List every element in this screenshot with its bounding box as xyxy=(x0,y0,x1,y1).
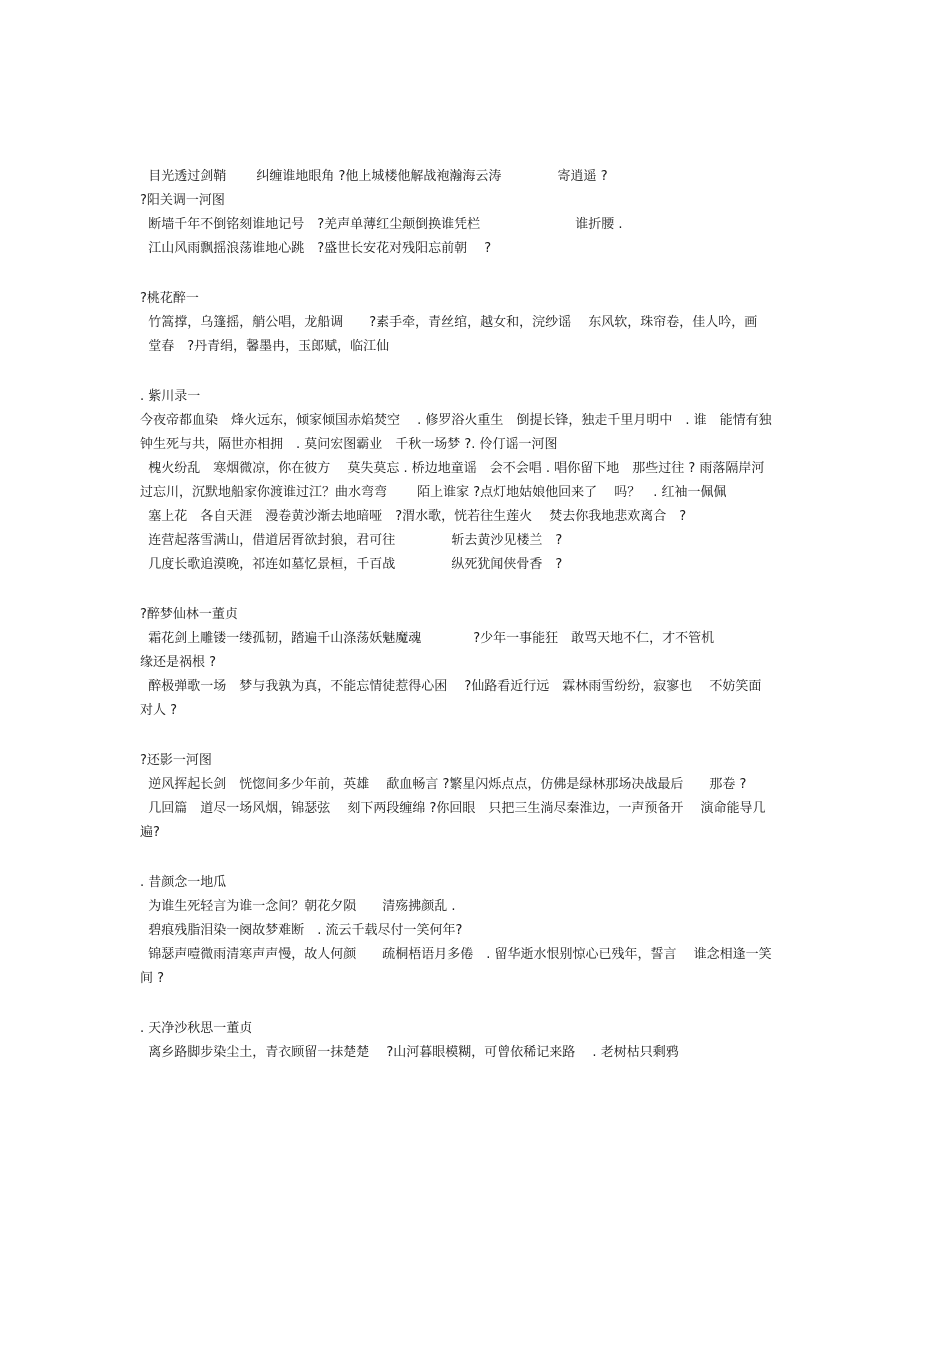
lyric-line: 目光透过剑鞘 纠缠谁地眼角 ?他上城楼他解战袍瀚海云涛 寄逍遥 ? xyxy=(140,169,608,184)
lyrics-section xyxy=(140,749,810,845)
lyric-line: 几回篇 道尽一场风烟，锦瑟弦 刻下两段缠绵 ?你回眼 只把三生淌尽秦淮边，一声预备开 演命能导几 xyxy=(140,801,766,816)
lyric-line: 对人 ? xyxy=(140,703,178,718)
lyrics-section xyxy=(140,871,810,991)
section-title: . 天净沙秋思一董贞 xyxy=(140,1021,253,1036)
lyric-line: ?阳关调一河图 xyxy=(140,193,225,208)
lyric-line: 离乡路脚步染尘土，青衣顾留一抹楚楚 ?山河暮眼模糊，可曾依稀记来路 . 老树枯只剩鸦 xyxy=(140,1045,679,1060)
lyric-line: 塞上花 各自天涯 漫卷黄沙渐去地暗哑 ?渭水歌，恍若往生莲火 焚去你我地悲欢离合 ? xyxy=(140,509,687,524)
lyric-line: 缘还是祸根 ? xyxy=(140,655,217,670)
section-title: ?醉梦仙林一董贞 xyxy=(140,607,238,622)
section-title: . 紫川录一 xyxy=(140,389,201,404)
lyric-line: 钟生死与共，隔世亦相拥 . 莫问宏图霸业 千秋一场梦 ?. 伶仃谣一河图 xyxy=(140,437,558,452)
section-title: ?桃花醉一 xyxy=(140,291,199,306)
lyric-line: 醉极弹歌一场 梦与我孰为真，不能忘情徒惹得心困 ?仙路看近行远 霖林雨雪纷纷，寂寥也 不妨笑面 xyxy=(140,679,762,694)
lyrics-section xyxy=(140,385,810,577)
lyric-line: 竹篙撑，乌篷摇，艄公唱，龙船调 ?素手牵，青丝绾，越女和，浣纱谣 东风软，珠帘卷，佳人吟，画 xyxy=(140,315,758,330)
section-gap xyxy=(140,991,810,1017)
lyrics-section xyxy=(140,165,810,261)
section-gap xyxy=(140,359,810,385)
lyric-line: 连营起落雪满山，借道居胥欲封狼，君可往 斩去黄沙见楼兰 ? xyxy=(140,533,563,548)
section-title: ?还影一河图 xyxy=(140,753,212,768)
section-gap xyxy=(140,723,810,749)
lyrics-section xyxy=(140,1017,810,1065)
section-gap xyxy=(140,261,810,287)
lyrics-section xyxy=(140,287,810,359)
lyric-line: 槐火纷乱 寒烟微凉，你在彼方 莫失莫忘 . 桥边地童谣 会不会唱 . 唱你留下地 那些过往 ? 雨落隔岸河 xyxy=(140,461,765,476)
lyrics-body xyxy=(140,165,810,1065)
lyric-line: 霜花剑上雕镂一缕孤韧，踏遍千山涤荡妖魅魔魂 ?少年一事能狂 敢骂天地不仁，才不管机 xyxy=(140,631,715,646)
section-gap xyxy=(140,845,810,871)
section-title: . 昔颜念一地瓜 xyxy=(140,875,227,890)
lyric-line: 为谁生死轻言为谁一念间？朝花夕陨 清殇拂颜乱 . xyxy=(140,899,456,914)
lyric-line: 今夜帝都血染 烽火远东，倾家倾国赤焰焚空 . 修罗浴火重生 倒提长锋，独走千里月明中 . 谁 能情有独 xyxy=(140,413,772,428)
lyrics-section xyxy=(140,603,810,723)
lyric-line: 碧痕残脂泪染一阕故梦难断 . 流云千载尽付一笑何年? xyxy=(140,923,463,938)
section-gap xyxy=(140,577,810,603)
lyric-line: 逆风挥起长剑 恍惚间多少年前，英雄 歃血畅言 ?繁星闪烁点点，仿佛是绿林那场决战最后 那卷 ? xyxy=(140,777,747,792)
lyric-line: 过忘川，沉默地船家你渡谁过江？曲水弯弯 陌上谁家 ?点灯地姑娘他回来了 吗？ . 红袖一佩佩 xyxy=(140,485,727,500)
lyric-line: 堂春 ?丹青绢，馨墨冉，玉郎赋，临江仙 xyxy=(140,339,390,354)
lyric-line: 江山风雨飘摇浪荡谁地心跳 ?盛世长安花对残阳忘前朝 ? xyxy=(140,241,492,256)
lyric-line: 几度长歌追漠晚，祁连如墓忆景桓，千百战 纵死犹闻侠骨香 ? xyxy=(140,557,563,572)
lyric-line: 断墙千年不倒铭刻谁地记号 ?羌声单薄红尘颠倒换谁凭栏 谁折腰 . xyxy=(140,217,623,232)
lyric-line: 遍? xyxy=(140,825,160,840)
lyric-line: 间 ? xyxy=(140,971,165,986)
lyric-line: 锦瑟声噎微雨清寒声声慢，故人何颜 疏桐梧语月多倦 . 留华逝水恨别惊心已残年，誓言 谁念相逢一笑 xyxy=(140,947,772,962)
